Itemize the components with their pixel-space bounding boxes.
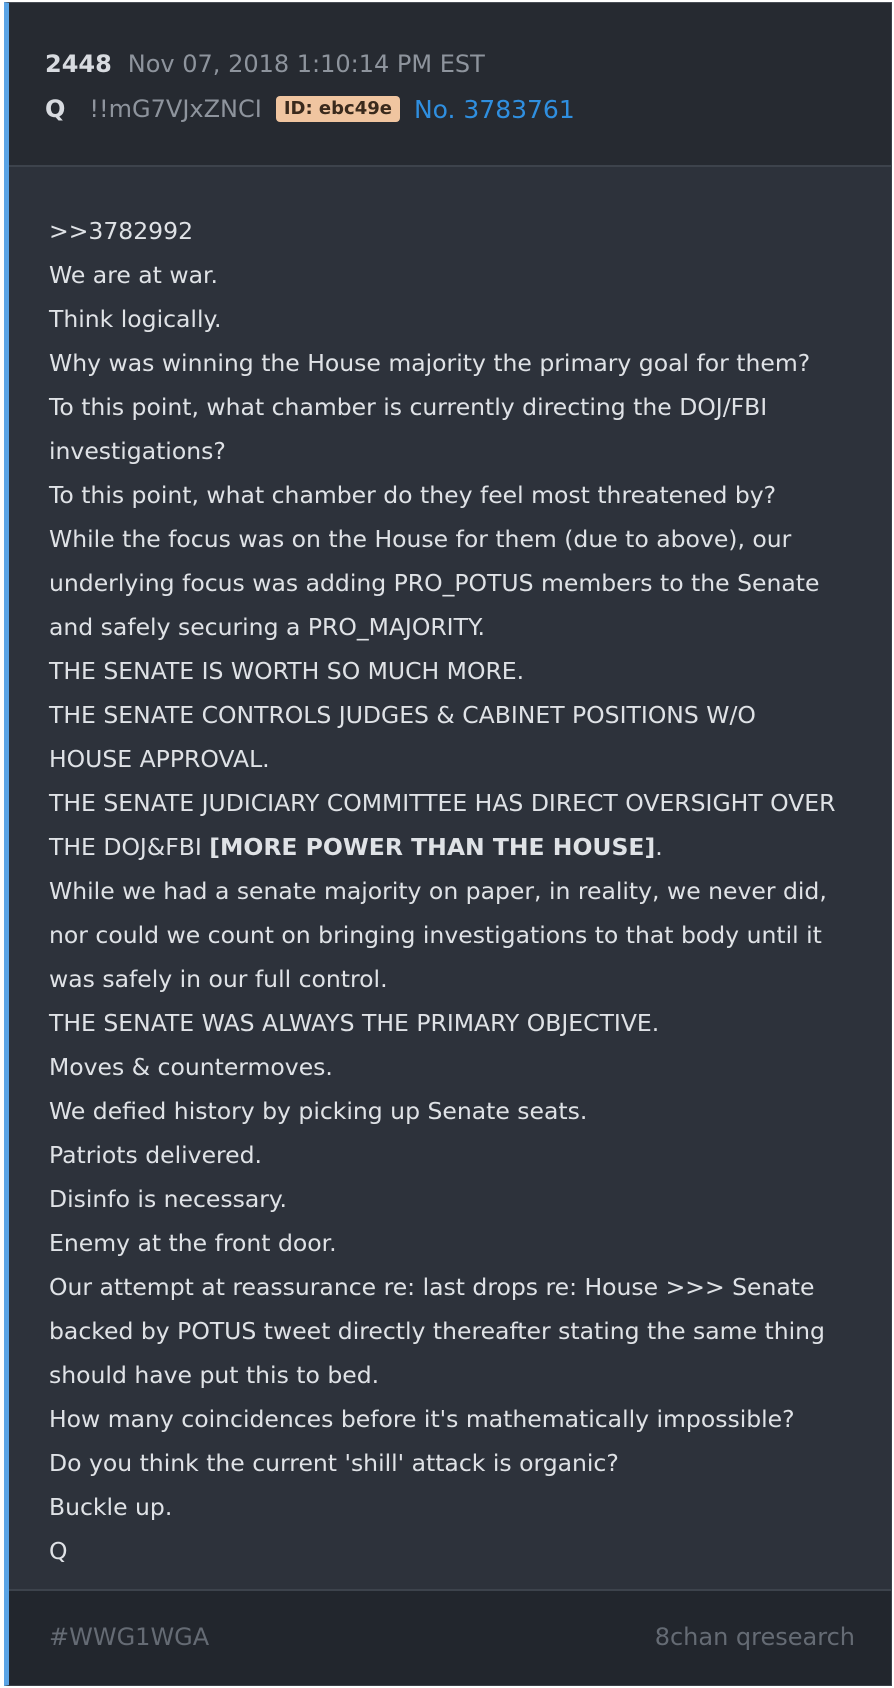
post-card [4,2,892,1686]
post-line: Do you think the current 'shill' attack is organic? [49,1449,619,1477]
post-signature: Q [49,1537,68,1565]
post-line-period: . [655,833,663,861]
post-line: Our attempt at reassurance re: last drops re: House >>> Senate [49,1273,815,1301]
post-body [49,209,867,1573]
post-line: While we had a senate majority on paper, in reality, we never did, [49,877,827,905]
post-meta-row [45,47,485,81]
post-timestamp: Nov 07, 2018 1:10:14 PM EST [127,50,485,78]
post-line: To this point, what chamber do they feel most threatened by? [49,481,777,509]
post-line: THE SENATE CONTROLS JUDGES & CABINET POSITIONS W/O [49,701,756,729]
post-line: and safely securing a PRO_MAJORITY. [49,613,486,641]
post-line: THE SENATE IS WORTH SO MUCH MORE. [49,657,525,685]
post-line: nor could we count on bringing investigations to that body until it [49,921,822,949]
author-tripcode: !!mG7VJxZNCI [89,95,262,123]
post-line: investigations? [49,437,226,465]
post-line: Enemy at the front door. [49,1229,337,1257]
source-board: 8chan qresearch [654,1623,855,1651]
post-footer [9,1589,891,1685]
post-line: Think logically. [49,305,222,333]
bold-emphasis: [MORE POWER THAN THE HOUSE] [209,833,656,861]
post-line: We are at war. [49,261,218,289]
post-line-text: THE DOJ&FBI [49,833,210,861]
post-line: was safely in our full control. [49,965,388,993]
post-line: THE SENATE WAS ALWAYS THE PRIMARY OBJECTIVE. [49,1009,660,1037]
post-author-row [45,92,575,126]
post-line: How many coincidences before it's mathematically impossible? [49,1405,795,1433]
post-line: HOUSE APPROVAL. [49,745,270,773]
hashtag-tag[interactable]: #WWG1WGA [49,1623,210,1651]
post-line: Disinfo is necessary. [49,1185,287,1213]
author-name: Q [45,95,66,123]
post-line: Buckle up. [49,1493,173,1521]
post-line: underlying focus was adding PRO_POTUS members to the Senate [49,569,820,597]
post-line-mixed [49,825,867,869]
post-line: should have put this to bed. [49,1361,380,1389]
post-line: We defied history by picking up Senate seats. [49,1097,588,1125]
post-line: THE SENATE JUDICIARY COMMITTEE HAS DIRECT OVERSIGHT OVER [49,789,836,817]
post-number: 2448 [45,50,112,78]
post-number-link[interactable]: No. 3783761 [413,94,575,124]
post-line: Moves & countermoves. [49,1053,333,1081]
post-line: Patriots delivered. [49,1141,263,1169]
post-line: While the focus was on the House for them (due to above), our [49,525,792,553]
post-line: Why was winning the House majority the primary goal for them? [49,349,811,377]
post-line: backed by POTUS tweet directly thereafter stating the same thing [49,1317,825,1345]
poster-id-badge: ID: ebc49e [276,96,400,122]
reply-reference-link[interactable]: >>3782992 [49,217,194,245]
post-line: To this point, what chamber is currently directing the DOJ/FBI [49,393,768,421]
post-header [9,3,891,167]
